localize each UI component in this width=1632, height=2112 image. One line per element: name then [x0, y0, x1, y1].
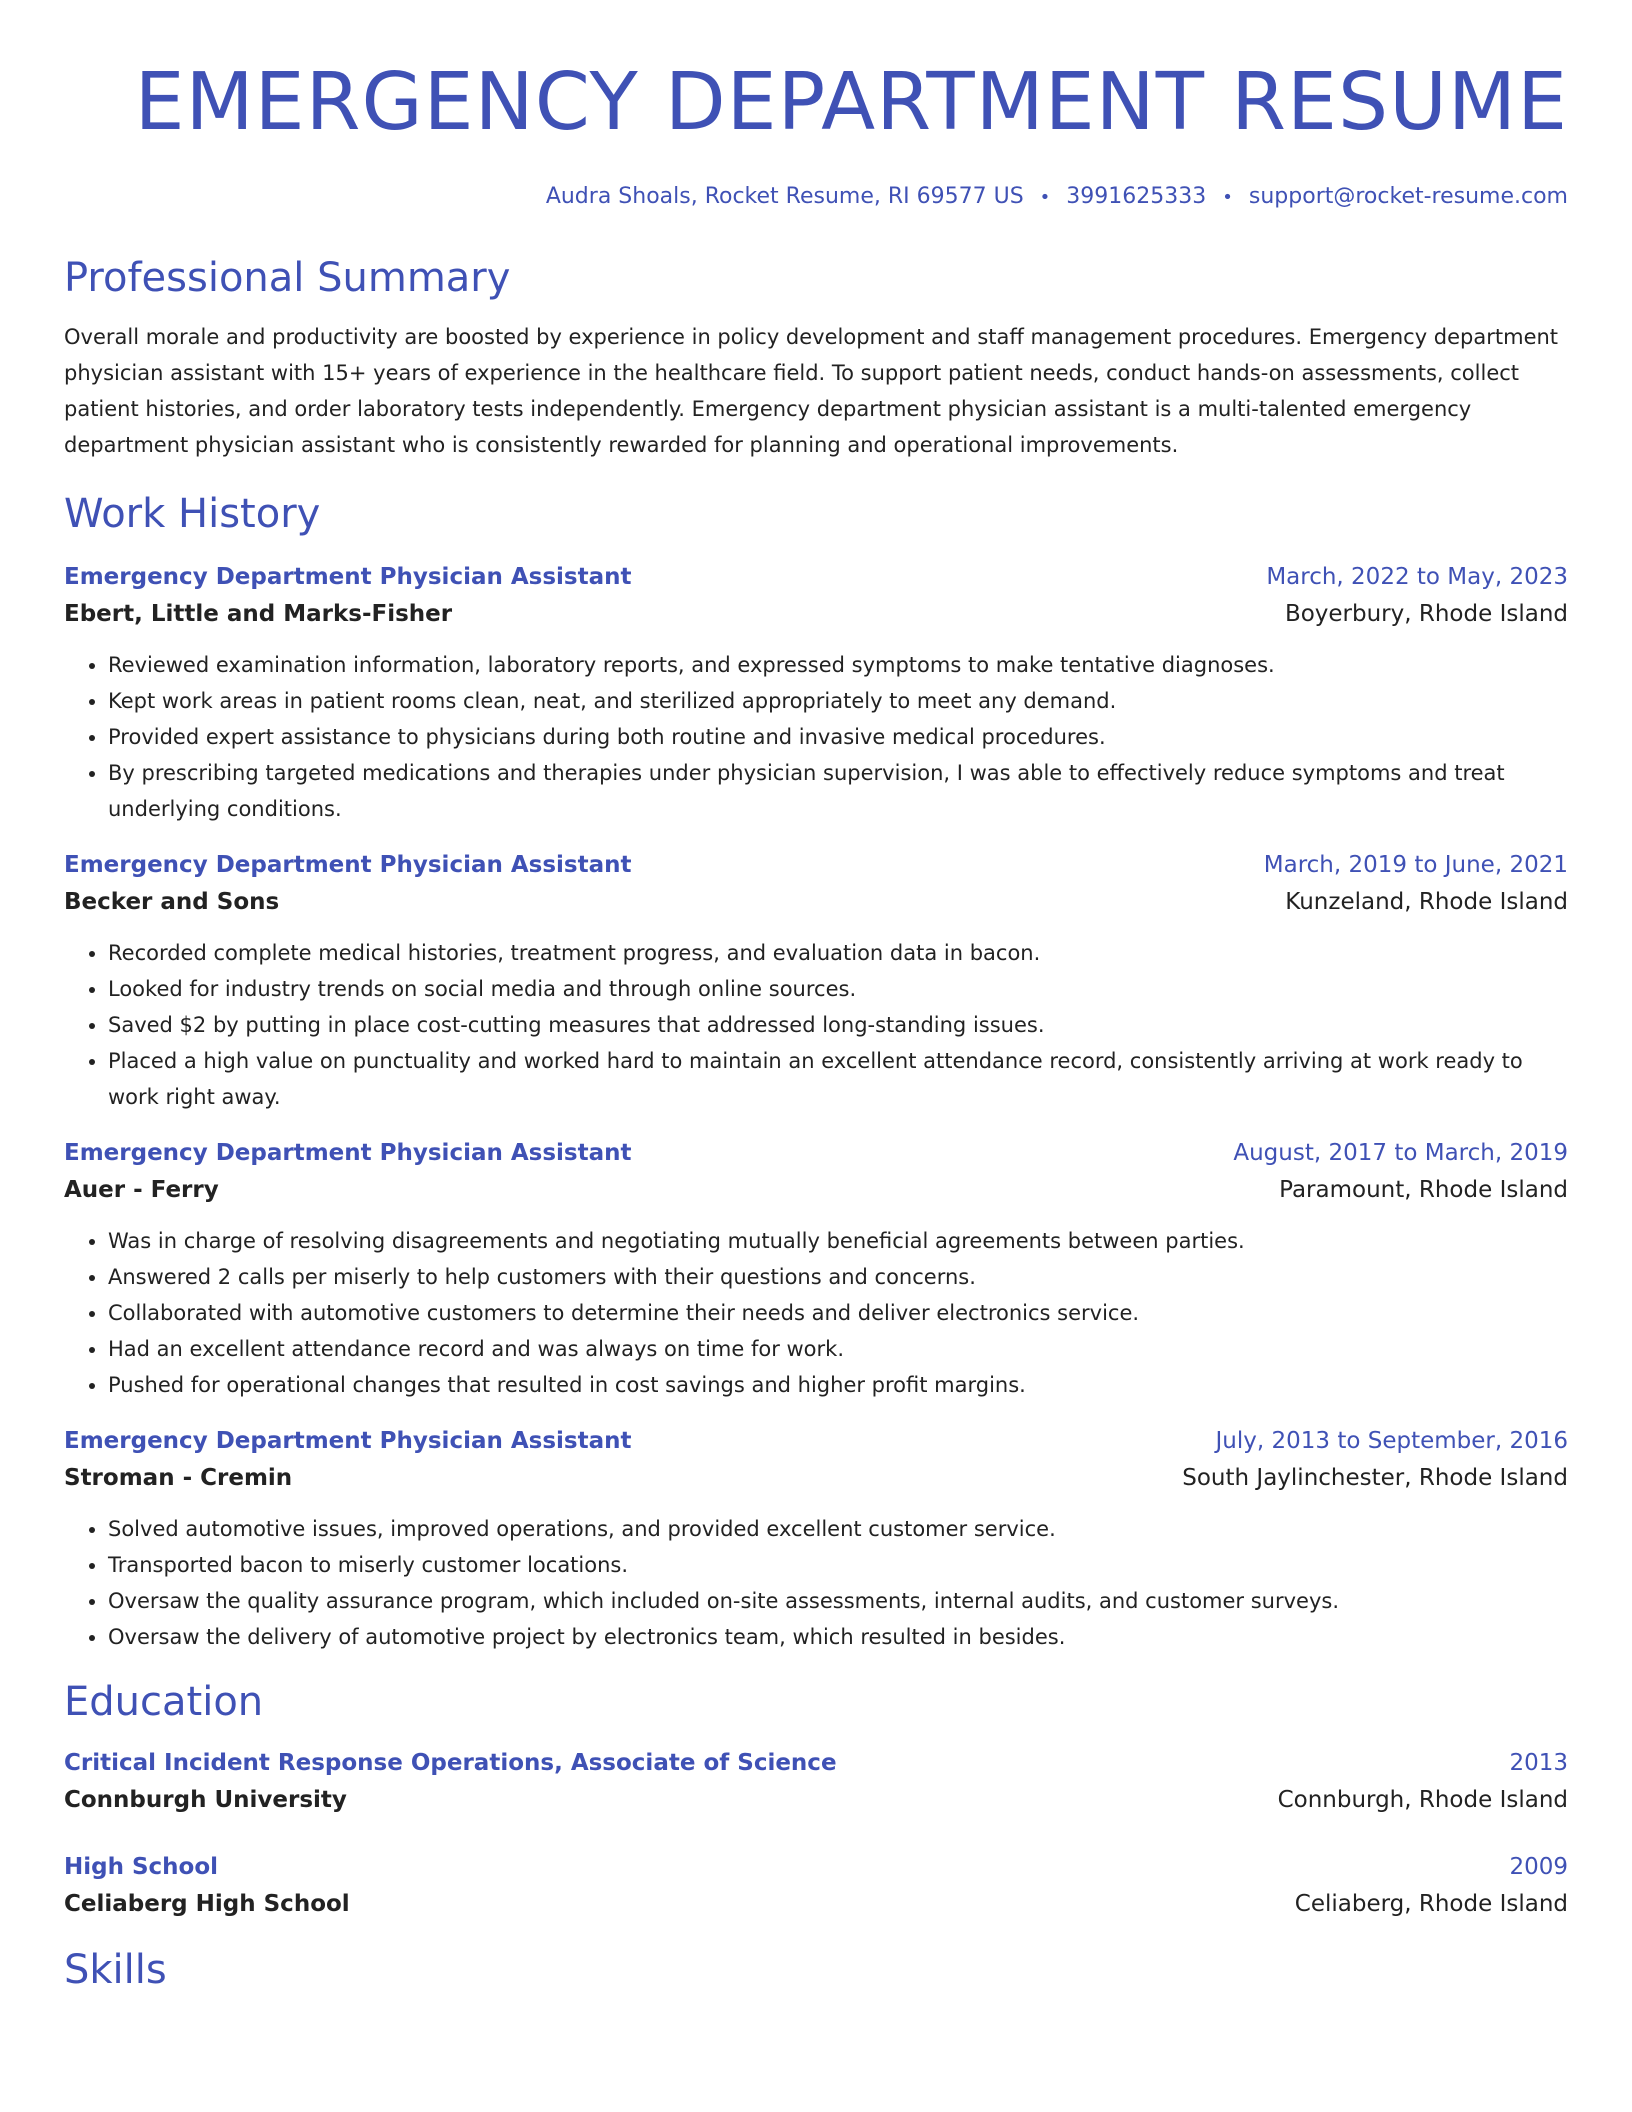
job-company: Stroman - Cremin	[64, 1465, 293, 1491]
job-title: Emergency Department Physician Assistant	[64, 1140, 632, 1166]
job-dates: July, 2013 to September, 2016	[1215, 1428, 1568, 1454]
job-header-row	[64, 1135, 1568, 1171]
job-entry	[64, 847, 1568, 1115]
job-bullet: • Oversaw the delivery of automotive project by electronics team, which resulted in besides.	[108, 1619, 1568, 1655]
job-company-row	[64, 1171, 1568, 1209]
job-bullet-list	[64, 1511, 1568, 1655]
job-title: Emergency Department Physician Assistant	[64, 1428, 632, 1454]
job-entry	[64, 1423, 1568, 1655]
education-degree: Critical Incident Response Operations, Associate of Science	[64, 1750, 837, 1776]
job-company: Ebert, Little and Marks-Fisher	[64, 601, 453, 627]
education-header-row	[64, 1745, 1568, 1781]
job-header-row	[64, 559, 1568, 595]
education-entry	[64, 1849, 1568, 1923]
job-entry	[64, 1135, 1568, 1403]
job-bullet: • Looked for industry trends on social media and through online sources.	[108, 971, 1568, 1007]
job-company-row	[64, 1459, 1568, 1497]
contact-phone: 3991625333	[1066, 184, 1207, 209]
contact-separator: •	[1222, 187, 1233, 208]
job-bullet: • Transported bacon to miserly customer locations.	[108, 1547, 1568, 1583]
job-entry	[64, 559, 1568, 827]
job-bullet: • Recorded complete medical histories, treatment progress, and evaluation data in bacon.	[108, 935, 1568, 971]
education-school: Celiaberg High School	[64, 1891, 350, 1917]
job-company-row	[64, 883, 1568, 921]
job-dates: March, 2022 to May, 2023	[1266, 564, 1568, 590]
resume-header	[64, 50, 1568, 213]
education-school-row	[64, 1885, 1568, 1923]
job-location: South Jaylinchester, Rhode Island	[1182, 1465, 1568, 1491]
job-title: Emergency Department Physician Assistant	[64, 852, 632, 878]
job-header-row	[64, 1423, 1568, 1459]
job-title: Emergency Department Physician Assistant	[64, 564, 632, 590]
education-year: 2009	[1509, 1854, 1568, 1880]
job-bullet: • Was in charge of resolving disagreements and negotiating mutually beneficial agreements between parties.	[108, 1223, 1568, 1259]
job-bullet: • Placed a high value on punctuality and worked hard to maintain an excellent attendance record, consistently arriving at work ready to work right away.	[108, 1043, 1568, 1115]
education-entry	[64, 1745, 1568, 1819]
job-bullet: • Saved $2 by putting in place cost-cutting measures that addressed long-standing issues.	[108, 1007, 1568, 1043]
job-bullet-list	[64, 1223, 1568, 1403]
section-heading-summary: Professional Summary	[64, 255, 511, 301]
job-bullet: • By prescribing targeted medications and therapies under physician supervision, I was able to effectively reduce symptoms and treat underlying conditions.	[108, 755, 1568, 827]
job-header-row	[64, 847, 1568, 883]
contact-email[interactable]: support@rocket-resume.com	[1248, 184, 1568, 209]
section-heading-work-history: Work History	[64, 491, 321, 537]
job-bullet: • Pushed for operational changes that resulted in cost savings and higher profit margins.	[108, 1367, 1568, 1403]
education-school: Connburgh University	[64, 1787, 347, 1813]
education-degree: High School	[64, 1854, 219, 1880]
education-school-row	[64, 1781, 1568, 1819]
contact-separator: •	[1039, 187, 1051, 208]
job-dates: March, 2019 to June, 2021	[1263, 852, 1568, 878]
section-heading-education: Education	[64, 1679, 264, 1725]
job-dates: August, 2017 to March, 2019	[1233, 1140, 1568, 1166]
job-bullet-list	[64, 647, 1568, 827]
job-bullet: • Solved automotive issues, improved operations, and provided excellent customer service.	[108, 1511, 1568, 1547]
job-bullet: • Had an excellent attendance record and was always on time for work.	[108, 1331, 1568, 1367]
job-company: Auer - Ferry	[64, 1177, 219, 1203]
education-location: Celiaberg, Rhode Island	[1294, 1891, 1568, 1917]
job-bullet: • Answered 2 calls per miserly to help customers with their questions and concerns.	[108, 1259, 1568, 1295]
job-company-row	[64, 595, 1568, 633]
job-bullet: • Reviewed examination information, laboratory reports, and expressed symptoms to make tentative diagnoses.	[108, 647, 1568, 683]
education-year: 2013	[1509, 1750, 1568, 1776]
summary-paragraph: Overall morale and productivity are boosted by experience in policy development and staff management procedures. Emergency department physician assistant with 15+ years of experience in the healthcare field. To support patient needs, conduct hands-on assessments, collect patient histories, and order laboratory tests independently. Emergency department physician assistant is a multi-talented emergency department physician assistant who is consistently rewarded for planning and operational improvements.	[64, 325, 1559, 457]
section-heading-skills: Skills	[64, 1947, 167, 1993]
education-location: Connburgh, Rhode Island	[1277, 1787, 1568, 1813]
job-bullet: • Oversaw the quality assurance program, which included on-site assessments, internal audits, and customer surveys.	[108, 1583, 1568, 1619]
job-bullet: • Provided expert assistance to physicians during both routine and invasive medical procedures.	[108, 719, 1568, 755]
job-company: Becker and Sons	[64, 889, 280, 915]
contact-line	[64, 182, 1568, 213]
resume-title: EMERGENCY DEPARTMENT RESUME	[134, 56, 1568, 148]
job-bullet: • Kept work areas in patient rooms clean, neat, and sterilized appropriately to meet any demand.	[108, 683, 1568, 719]
job-bullet: • Collaborated with automotive customers to determine their needs and deliver electronics service.	[108, 1295, 1568, 1331]
contact-address: Audra Shoals, Rocket Resume, RI 69577 US	[545, 184, 1024, 209]
job-location: Kunzeland, Rhode Island	[1285, 889, 1568, 915]
job-bullet-list	[64, 935, 1568, 1115]
education-header-row	[64, 1849, 1568, 1885]
job-location: Paramount, Rhode Island	[1279, 1177, 1568, 1203]
job-location: Boyerbury, Rhode Island	[1284, 601, 1568, 627]
